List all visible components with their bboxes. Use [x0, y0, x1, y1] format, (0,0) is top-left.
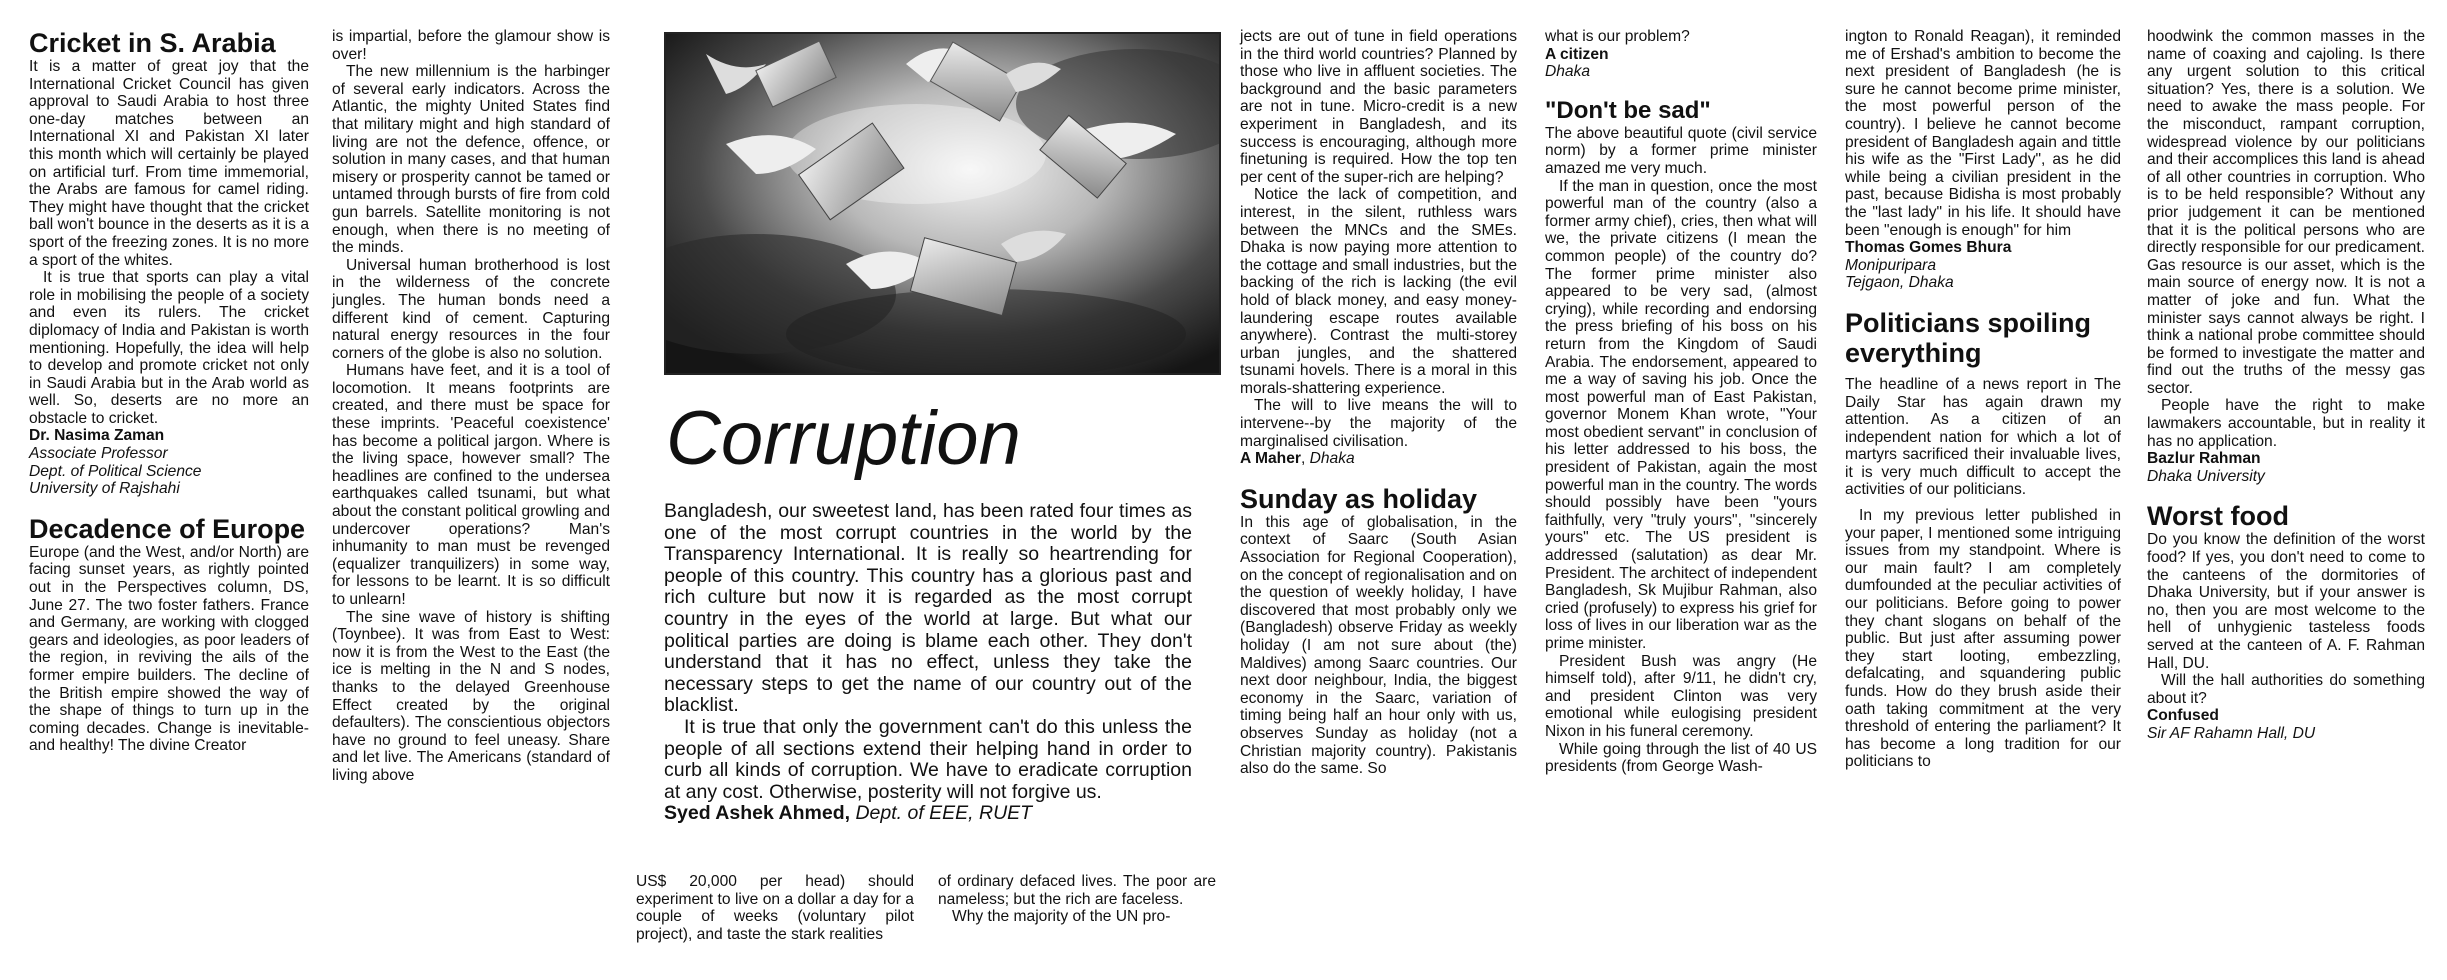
column-2 — [332, 28, 610, 785]
letter-paragraph: It is true that sports can play a vital role in mobilising the people of a society and even its rulers. The cricket diplomacy of India and Pakistan is worth mentioning. Hopefully, the idea will help to develop and promote cricket not only in Saudi Arabia but in the Arab world as well. So, deserts are no more an obstacle to cricket. — [29, 269, 309, 427]
letter-affiliation: Dhaka University — [2147, 467, 2265, 485]
letter-paragraph: The new millennium is the harbinger of several early indicators. Across the Atlantic, the mighty United States find that military might and high standard of living are not the defence, offence, or solution in many cases, and that human misery or prosperity cannot be tamed or untamed through bursts of fire from cold gun barrels. Satellite monitoring is not enough, when there is no meeting of the minds. — [332, 63, 610, 257]
letter-signature: Thomas Gomes Bhura — [1845, 239, 2012, 257]
letter-paragraph: Do you know the definition of the worst food? If yes, you don't need to come to the canteens of the dormitories of Dhaka University, but if your answer is no, then you are most welcome to the hell of unhygienic tasteless foods served at the canteen of A. F. Rahman Hall, DU. — [2147, 531, 2425, 672]
letter-affiliation: University of Rajshahi — [29, 480, 180, 498]
letter-paragraph: In this age of globalisation, in the context of Saarc (South Asian Association for Regional Cooperation), on the concept of regionalisation and on the question of weekly holiday, I have discovered that most probably only we (Bangladesh) observe Friday as weekly holiday (I am not sure about (the) Maldives) among Saarc countries. Our next door neighbour, India, the biggest economy in the Saarc, variation of timing being half an hour only with us, observes Sunday as holiday (not a Christian majority country). Pakistanis also do the same. So — [1240, 513, 1517, 778]
signature-separator: , — [1300, 450, 1310, 468]
letter-paragraph: Will the hall authorities do something about it? — [2147, 672, 2425, 707]
letter-affiliation: Dhaka — [1545, 63, 1591, 81]
letter-paragraph: Europe (and the West, and/or North) are facing sunset years, as rightly pointed out in the Perspectives column, DS, June 27. The two foster fathers. France and Germany, are working with clogged gears and ideologies, as poor leaders of the region, in reviving the ails of the former empire builders. The decline of the British empire showed the way of the shape of things to turn up in the coming decades. Change is inevitable-and healthy! The divine Creator — [29, 543, 309, 755]
letter-paragraph: of ordinary defaced lives. The poor are nameless; but the rich are faceless. — [938, 873, 1216, 908]
corruption-letter — [664, 501, 1192, 825]
letter-paragraph: While going through the list of 40 US presidents (from George Wash- — [1545, 740, 1817, 776]
column-7 — [2147, 28, 2425, 743]
letter-paragraph: hoodwink the common masses in the name of coaxing and cajoling. Is there any urgent solution to this critical situation? Yes, there is a solution. We need to awake the mass people. For the misconduct, rampant corruption, widespread violence by our politicians and their accomplices this land is ahead of all other countries in corruption. Who is to be held responsible? Without any prior judgement it can be mentioned that it is the political persons who are directly responsible for our predicament. Gas resource is our asset, which is the main source of energy now. It is not a matter of joke and fun. What the minister says cannot always be right. I think a national probe committee should be formed to investigate the matter and find out the truths of the messy gas sector. — [2147, 28, 2425, 397]
letter-paragraph: Humans have feet, and it is a tool of locomotion. It means footprints are created, and there must be space for these imprints. 'Peaceful coexistence' has become a political jargon. Where is the living space, however small? The headlines are confined to the undersea earthquakes called tsunami, but what about the constant political growling and undercover operations? Man's inhumanity to man must be revenged (equalizer tranquilizers) in some way, for lessons to be learnt. It is so difficult to unlearn! — [332, 362, 610, 608]
column-6 — [1845, 28, 2121, 771]
column-5 — [1545, 28, 1817, 776]
letter-signature: Syed Ashek Ahmed, — [664, 802, 851, 825]
letter-affiliation: Dhaka — [1309, 450, 1355, 468]
column-4 — [1240, 28, 1517, 778]
letter-paragraph: Notice the lack of competition, and interest, in the silent, ruthless wars between the MNCs and the SMEs. Dhaka is now paying more attention to the cottage and small industries, but the backing of the rich is lacking (the evil hold of black money, and easy money-laundering escape routes available anywhere). Contrast the multi-storey urban jungles, and the shattered tsunami hovels. There is a moral in this morals-shattering experience. — [1240, 186, 1517, 397]
flying-money-illustration — [666, 34, 1219, 373]
letter-paragraph: The sine wave of history is shifting (Toynbee). It was from East to West: now it is from the West to the East (the ice is melting in the N and S nodes, thanks to the delayed Greenhouse Effect created by the original defaulters). The conscientious objectors have no ground to feel uneasy. Share and let live. The Americans (standard of living above — [332, 608, 610, 784]
letter-paragraph: President Bush was angry (He himself told), after 9/11, he didn't cry, and president Clinton was very emotional while eulogising president Nixon in his funeral ceremony. — [1545, 652, 1817, 740]
letter-paragraph: The will to live means the will to intervene--by the majority of the marginalised civilisation. — [1240, 397, 1517, 450]
letter-paragraph: If the man in question, once the most powerful man of the country (also a former army chief), cries, then what will we, the private citizens (I mean the common people) of the country do? The former prime minister also appeared to be very sad, (almost crying), while recording and endorsing the press briefing of his boss on his return from the Kingdom of Saudi Arabia. The endorsement, appeared to me a way of saving his job. Once the most powerful man of East Pakistan, governor Monem Khan wrote, "Your most obedient servant" in conclusion of his letter addressed to his boss, the president of Pakistan, again the most powerful man in the country. The words should possibly have been "yours faithfully, very "truly yours", "sincerely yours" etc. The US president is addressed (salutation) as dear Mr. President. The architect of independent Bangladesh, Sk Mujibur Rahman, also cried (profusely) to express his grief for loss of lives in our liberation war as the prime minister. — [1545, 177, 1817, 652]
column-1 — [29, 28, 309, 755]
letter-signature: Confused — [2147, 707, 2219, 725]
letter-paragraph: is impartial, before the glamour show is over! — [332, 28, 610, 63]
letter-paragraph: In my previous letter published in your paper, I mentioned some intriguing issues from my standpoint. Where is our main fault? I am completely dumfounded at the peculiar activities of our politicians. Before going to power they chant slogans on behalf of the public. But just after assuming power they start looting, embezzling, defalcating, and squandering public funds. How do they brush aside their oath taking commitment at the very threshold of entering the parliament? It has become a long tradition for our politicians to — [1845, 507, 2121, 771]
headline-worst-food: Worst food — [2147, 501, 2289, 532]
bottom-column-2 — [938, 873, 1216, 926]
letter-paragraph: Bangladesh, our sweetest land, has been rated four times as one of the most corrupt countries in the world by the Transparency International. It is really so heartrending for people of this country. This country has a glorious past and rich culture but now it is regarded as the most corrupt country in the eyes of the world at large. But what our political parties are doing is blame each other. They don't understand that it has no effect, unless they take the necessary steps to get the name of our country out of the blacklist. — [664, 500, 1192, 717]
letter-paragraph: Universal human brotherhood is lost in the wilderness of the concrete jungles. The human bonds need a different kind of cement. Capturing natural energy resources in the four corners of the globe is also no solution. — [332, 256, 610, 362]
flying-money-photo — [664, 32, 1221, 375]
letter-signature: A citizen — [1545, 45, 1609, 63]
letter-paragraph: The above beautiful quote (civil service norm) by a former prime minister amazed me very much. — [1545, 124, 1817, 177]
letter-paragraph: ington to Ronald Reagan), it reminded me of Ershad's ambition to become the next president of Bangladesh (he is sure he cannot become prime minister, the most powerful person of the country). I believe he cannot become president of Bangladesh again and tittle his wife as the "First Lady", as he did while being a civilian president in the past, because Bidisha is most probably the "last lady" in his life. It should have been "enough is enough" for him — [1845, 28, 2121, 239]
letter-affiliation: Dept. of Political Science — [29, 462, 202, 480]
letter-signature: Bazlur Rahman — [2147, 450, 2261, 468]
letter-affiliation: Associate Professor — [29, 445, 168, 463]
letter-paragraph: Why the majority of the UN pro- — [952, 908, 1171, 926]
bottom-column-1 — [636, 873, 914, 943]
letter-affiliation: Sir AF Rahamn Hall, DU — [2147, 724, 2316, 742]
letter-paragraph: jects are out of tune in field operations in the third world countries? Planned by those who live in affluent societies. The background and the basic parameters are not in tune. Micro-credit is a new experiment in Bangladesh, and its success is encouraging, although more finetuning is required. How the top ten per cent of the super-rich are helping? — [1240, 28, 1517, 186]
headline-sunday-holiday: Sunday as holiday — [1240, 483, 1478, 514]
letter-paragraph: People have the right to make lawmakers accountable, but in reality it has no application. — [2147, 397, 2425, 450]
letter-paragraph: The headline of a news report in The Daily Star has again drawn my attention. As a citizen of an independent nation for which a lot of martyrs sacrificed their invaluable lives, it is very much difficult to accept the activities of our politicians. — [1845, 375, 2121, 499]
letter-paragraph: It is a matter of great joy that the International Cricket Council has given approval to Saudi Arabia to host three one-day matches between an International XI and Pakistan XI later this month which will certainly be played on artificial turf. From time immemorial, the Arabs are famous for camel riding. They might have thought that the cricket ball won't bounce in the deserts as it is a sport of the freezing zones. It is no more a sport of the whites. — [29, 58, 309, 269]
headline-decadence: Decadence of Europe — [29, 513, 306, 544]
letter-affiliation: Dept. of EEE, RUET — [855, 802, 1033, 825]
headline-dont-be-sad: "Don't be sad" — [1545, 96, 1711, 124]
letter-affiliation: Tejgaon, Dhaka — [1845, 274, 1954, 292]
letter-paragraph: US$ 20,000 per head) should experiment to live on a dollar a day for a couple of weeks (voluntary pilot project), and taste the stark realities — [636, 873, 914, 943]
letter-affiliation: Monipuripara — [1845, 256, 1937, 274]
letter-paragraph: what is our problem? — [1545, 28, 1690, 45]
letter-signature: A Maher — [1240, 450, 1301, 468]
article-title: Corruption — [666, 396, 1021, 481]
letter-signature: Dr. Nasima Zaman — [29, 427, 165, 445]
letter-paragraph: It is true that only the government can't do this unless the people of all sections extend their helping hand in order to curb all kinds of corruption. We have to eradicate corruption at any cost. Otherwise, posterity will not forgive us. — [664, 715, 1192, 803]
headline-cricket: Cricket in S. Arabia — [29, 28, 276, 58]
headline-politicians: Politicians spoiling everything — [1845, 307, 2092, 368]
